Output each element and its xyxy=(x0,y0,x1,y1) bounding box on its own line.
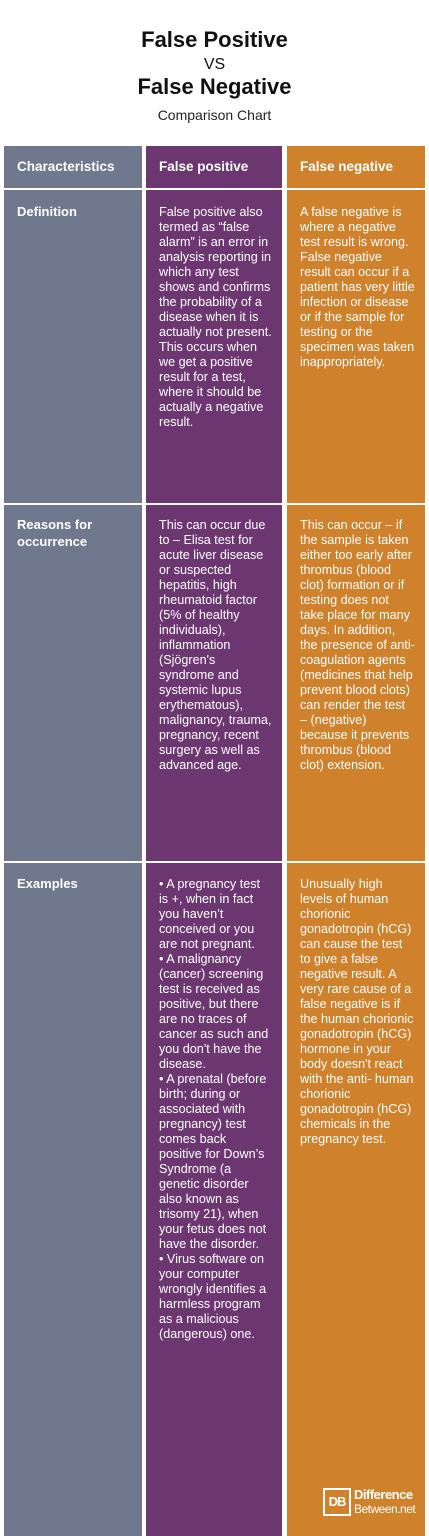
reasons-false-negative: This can occur – if the sample is taken either too early after thrombus (blood clot) formation or if testing does not take place for many days. In addition, the presence of anti-coagulation agents (medicines that help prevent blood clots) can render the test – (negative) because it prevents thrombus (blood clot) extension. xyxy=(300,518,415,772)
header-false-positive: False positive xyxy=(159,159,249,174)
title-vs: VS xyxy=(203,56,226,73)
row-label-definition: Definition xyxy=(17,204,77,219)
logo-text-difference: Difference xyxy=(354,1487,413,1502)
title-false-negative: False Negative xyxy=(137,74,292,99)
example-item: • A malignancy (cancer) screening test is received as positive, but there are no traces of cancer as such and you don't have the disease. xyxy=(159,952,269,1071)
examples-false-negative: Unusually high levels of human chorionic gonadotropin (hCG) can cause the test to give a false negative result. A very rare cause of a false negative is if the human chorionic gonadotropin (hCG) hormone in your body doesn't react with the anti- human chorionic gonadotropin (hCG) chemicals in the pregnancy test. xyxy=(300,877,414,1146)
example-item: • A pregnancy test is +, when in fact you haven’t conceived or you are not pregnant. xyxy=(159,877,261,951)
characteristics-column xyxy=(4,146,142,1536)
examples-false-positive xyxy=(146,877,282,1342)
header-characteristics: Characteristics xyxy=(17,159,115,174)
chart-header xyxy=(0,0,429,140)
row-separator-1 xyxy=(4,503,425,505)
logo-mark: DB xyxy=(323,1488,351,1516)
example-item: • A prenatal (before birth; during or associated with pregnancy) test comes back positive for Down’s Syndrome (a genetic disorder also known as trisomy 21), when your fetus does not have the disorder. xyxy=(159,1072,267,1251)
row-separator-2 xyxy=(4,861,425,863)
reasons-false-positive: This can occur due to – Elisa test for acute liver disease or suspected hepatitis, high rheumatoid factor (5% of healthy individuals), inflammation (Sjögren's syndrome and systemic lupus erythematous), malignancy, trauma, pregnancy, recent surgery as well as advanced age. xyxy=(159,518,272,772)
header-false-negative: False negative xyxy=(300,159,394,174)
logo-text-between: Between.net xyxy=(354,1502,416,1516)
definition-false-negative: A false negative is where a negative test result is wrong. False negative result can occur if a patient has very little infection or disease or if the sample for testing or the specimen was taken inappropriately. xyxy=(300,205,415,369)
definition-false-positive: False positive also termed as “false alarm” is an error in analysis reporting in which any test shows and confirms the probability of a disease when it is actually not present. This occurs when we get a positive result for a test, where it should be actually a negative result. xyxy=(159,205,272,429)
header-separator xyxy=(4,188,425,190)
title-false-positive: False Positive xyxy=(141,27,288,52)
difference-between-logo xyxy=(323,1486,419,1520)
subtitle: Comparison Chart xyxy=(157,107,272,123)
example-item: • Virus software on your computer wrongly identifies a harmless program as a malicious (dangerous) one. xyxy=(159,1252,267,1341)
row-label-examples: Examples xyxy=(17,876,78,891)
row-label-reasons: Reasons for occurrence xyxy=(17,517,93,549)
